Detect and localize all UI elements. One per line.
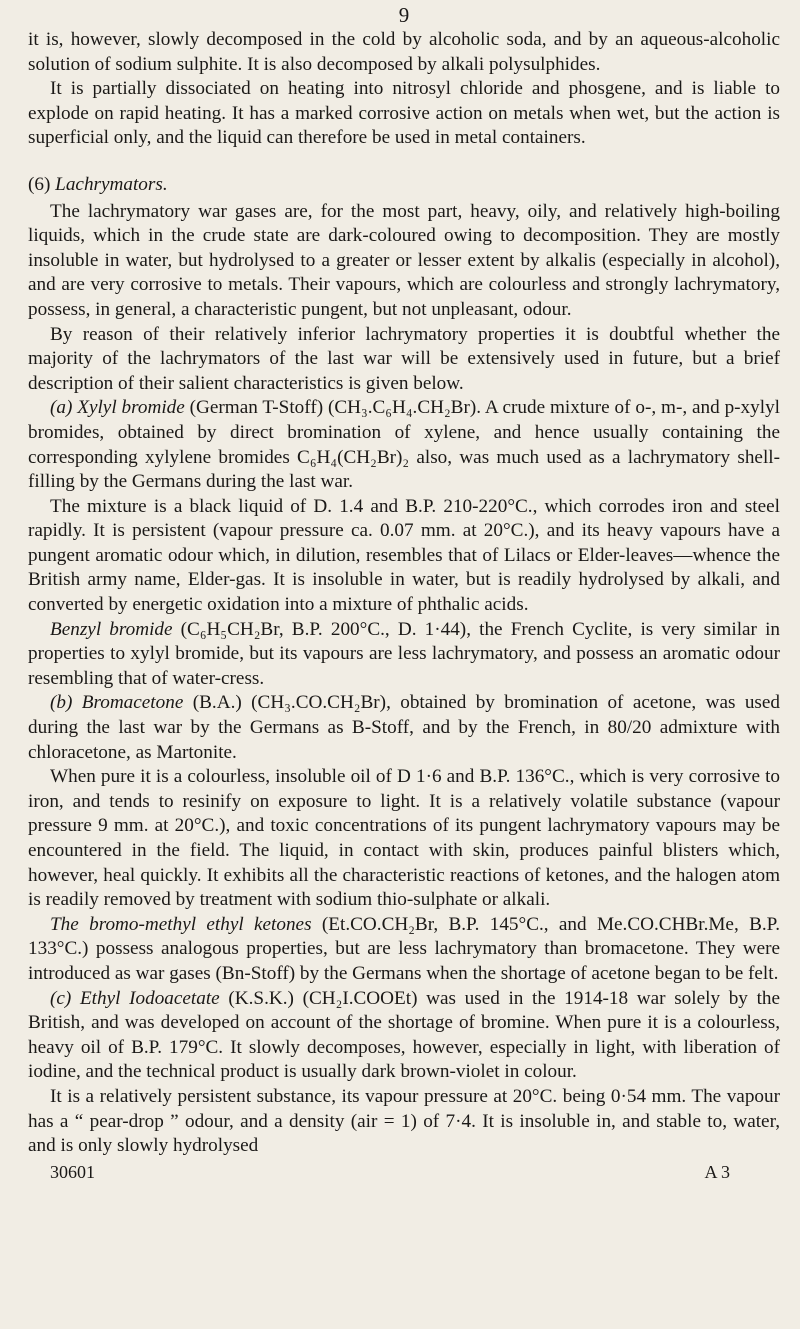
- print-code: 30601: [50, 1161, 95, 1182]
- entry-bromo-methyl-ethyl-ketones: [28, 913, 780, 987]
- entry-text: (K.S.K.) (CH₂I.COOEt) was used in the 1914-18 war solely by the British, and was developed on account of the shortage of bromine. When pure it is a colourless, heavy oil of B.P. 179°C. It slowly decomposes, however, especially in light, with liberation of iodine, and the technical product is usually dark brown-violet in colour.: [28, 987, 781, 1083]
- paragraph-dissociation: It is partially dissociated on heating into nitrosyl chloride and phosgene, and is liable to explode on rapid heating. It has a marked corrosive action on metals when wet, but the action is superficial only, and the liquid can therefore be used in metal containers.: [28, 78, 780, 149]
- page-number: 9: [398, 3, 410, 27]
- paragraph-lachrymators-summary: By reason of their relatively inferior lachrymatory properties it is doubtful whether the majority of the lachrymators of the last war will be extensively used in future, but a brief description of their salient characteristics is given below.: [28, 323, 780, 394]
- entry-bromacetone: [28, 691, 780, 765]
- entry-ethyl-iodoacetate: [28, 987, 780, 1085]
- entry-text: (B.A.) (CH₃.CO.CH₂Br), obtained by bromination of acetone, was used during the last war by the Germans as B-Stoff, and by the French, in 80/20 admixture with chloracetone, as Martonite.: [28, 692, 780, 763]
- entry-text: (German T-Stoff) (CH₃.C₆H₄.CH₂Br). A crude mixture of o-, m-, and p-xylyl bromides, obtained by direct bromination of xylene, and hence usually containing the corresponding xylylene bromides C₆H₄(CH₂Br)₂ also, was much used as a lachrymatory shell-filling by the Germans during the last war.: [28, 397, 781, 493]
- entry-bromacetone-properties: [28, 765, 780, 913]
- page-footer: [28, 1161, 780, 1183]
- section-title: Lachrymators.: [55, 173, 168, 195]
- entry-xylyl-bromide-properties: [28, 495, 780, 618]
- paragraph-lachrymators-intro: The lachrymatory war gases are, for the most part, heavy, oily, and relatively high-boiling liquids, which in the crude state are dark-coloured owing to decomposition. They are mostly insoluble in water, but hydrolysed to a greater or lesser extent by alkalis (especially in alcohol), and are very corrosive to metals. Their vapours, which are colourless and strongly lachrymatory, possess, in general, a characteristic pungent, but not unpleasant, odour.: [28, 200, 780, 320]
- section-heading: [28, 173, 780, 198]
- entry-text: It is a relatively persistent substance, its vapour pressure at 20°C. being 0·54 mm. The vapour has a “ pear-drop ” odour, and a density (air = 1) of 7·4. It is insoluble in, and stable to, water, and is only slowly hydrolysed: [28, 1085, 780, 1157]
- entry-text: (C₆H₅CH₂Br, B.P. 200°C., D. 1·44), the French Cyclite, is very similar in properties to xylyl bromide, but its vapours are less lachrymatory, and possess an aromatic odour resembling that of water-cress.: [28, 618, 780, 689]
- entry-term: Benzyl bromide: [50, 618, 173, 640]
- entry-text: The mixture is a black liquid of D. 1.4 and B.P. 210-220°C., which corrodes iron and steel rapidly. It is persistent (vapour pressure ca. 0.07 mm. at 20°C.), and its heavy vapours have a pungent aromatic odour which, in dilution, resembles that of Lilacs or Elder-leaves—whence the British army name, Elder-gas. It is insoluble in water, but is readily hydrolysed by alkali, and converted by energetic oxidation into a mixture of phthalic acids.: [28, 495, 780, 616]
- entry-term: (a) Xylyl bromide: [50, 397, 185, 419]
- paragraph-continuation: it is, however, slowly decomposed in the cold by alcoholic soda, and by an aqueous-alcoholic solution of sodium sulphite. It is also decomposed by alkali polysulphides.: [28, 29, 780, 75]
- section-number: (6): [28, 173, 51, 195]
- document-page: [28, 0, 780, 1329]
- entry-term: The bromo-methyl ethyl ketones: [50, 913, 312, 935]
- entry-benzyl-bromide: [28, 618, 780, 692]
- signature-mark: A 3: [704, 1161, 730, 1182]
- entry-text: When pure it is a colourless, insoluble oil of D 1·6 and B.P. 136°C., which is very corrosive to iron, and tends to resinify on exposure to light. It is a relatively volatile substance (vapour pressure 9 mm. at 20°C.), and toxic concentrations of its pungent lachrymatory vapours may be encountered in the field. The liquid, in contact with skin, produces painful blisters which, however, heal quickly. It exhibits all the characteristic reactions of ketones, and the halogen atom is readily removed by treatment with sodium thio-sulphate or alkali.: [28, 766, 780, 911]
- entry-xylyl-bromide: [28, 396, 780, 494]
- entry-term: (c) Ethyl Iodoacetate: [50, 987, 220, 1009]
- entry-text: (Et.CO.CH₂Br, B.P. 145°C., and Me.CO.CHBr.Me, B.P. 133°C.) possess analogous properties, but are less lachrymatory than bromacetone. They were introduced as war gases (Bn-Stoff) by the Germans when the shortage of acetone began to be felt.: [28, 913, 781, 984]
- entry-ethyl-iodoacetate-properties: [28, 1085, 780, 1159]
- entry-term: (b) Bromacetone: [50, 692, 184, 714]
